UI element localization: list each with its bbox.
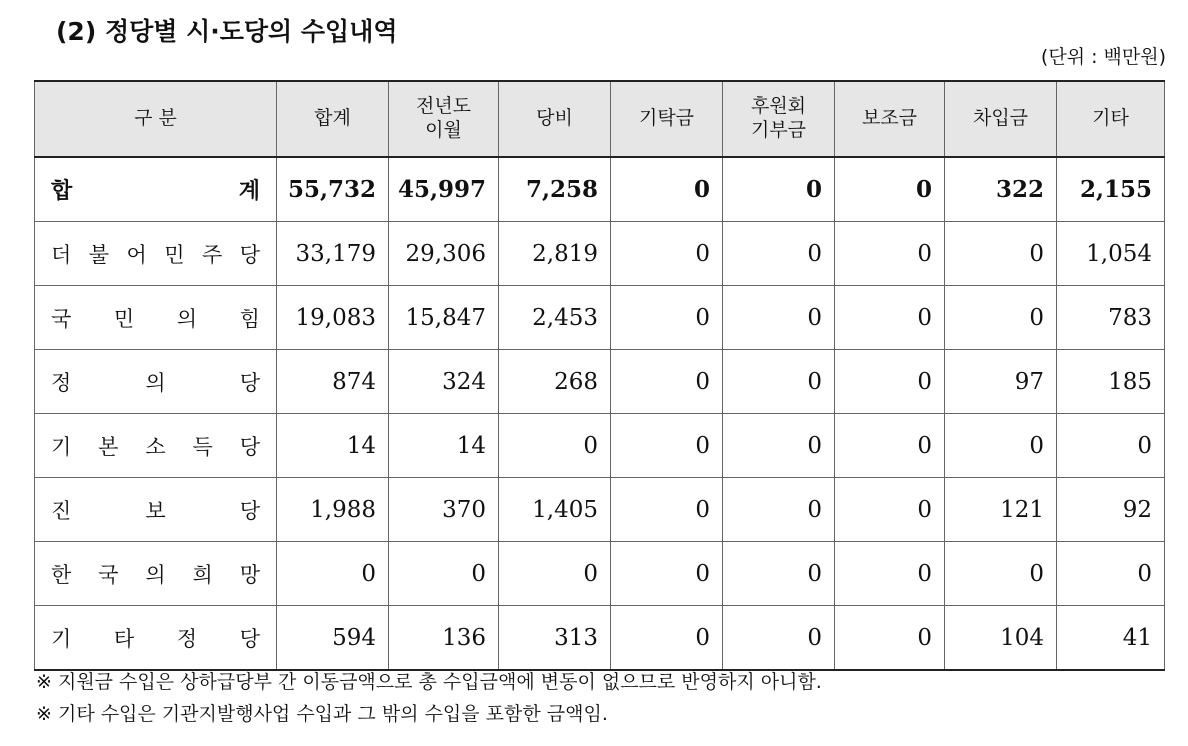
row-label: 기 본 소 득 당 [35,414,277,478]
footnotes [36,666,822,730]
table-cell: 55,732 [277,157,389,222]
total-row [35,157,1165,222]
table-cell: 0 [723,222,835,286]
row-label: 정 의 당 [35,350,277,414]
table-cell: 0 [611,222,723,286]
table-cell: 0 [611,542,723,606]
table-cell: 0 [611,157,723,222]
table-cell: 0 [611,414,723,478]
table-cell: 0 [835,286,945,350]
table-cell: 2,155 [1057,157,1165,222]
table-cell: 33,179 [277,222,389,286]
table-cell: 45,997 [389,157,499,222]
table-cell: 0 [1057,542,1165,606]
table-cell: 0 [723,542,835,606]
table-cell: 2,453 [499,286,611,350]
table-cell: 0 [611,350,723,414]
column-header: 기탁금 [611,81,723,157]
row-label: 진 보 당 [35,478,277,542]
table-cell: 0 [723,478,835,542]
header-row [35,81,1165,157]
table-body [35,157,1165,670]
footnote: ※ 기타 수입은 기관지발행사업 수입과 그 밖의 수입을 포함한 금액임. [36,703,608,725]
table-row [35,350,1165,414]
row-label: 기 타 정 당 [35,606,277,671]
table-cell: 1,988 [277,478,389,542]
column-header: 구 분 [35,81,277,157]
table-cell: 104 [945,606,1057,671]
column-header: 합계 [277,81,389,157]
column-header: 차입금 [945,81,1057,157]
table-cell: 0 [945,414,1057,478]
table-cell: 14 [389,414,499,478]
table-cell: 0 [277,542,389,606]
table-cell: 268 [499,350,611,414]
table-cell: 0 [499,414,611,478]
table-cell: 0 [723,157,835,222]
table-cell: 0 [611,478,723,542]
column-header: 기타 [1057,81,1165,157]
table-cell: 1,405 [499,478,611,542]
table-row [35,222,1165,286]
table-cell: 0 [723,350,835,414]
table-cell: 15,847 [389,286,499,350]
table-cell: 313 [499,606,611,671]
table-cell: 0 [499,542,611,606]
table-cell: 14 [277,414,389,478]
row-label: 국 민 의 힘 [35,286,277,350]
table-cell: 594 [277,606,389,671]
table-cell: 0 [835,542,945,606]
table-cell: 0 [945,222,1057,286]
table-row [35,414,1165,478]
table-cell: 0 [389,542,499,606]
table-cell: 0 [723,286,835,350]
table-cell: 0 [945,286,1057,350]
table-row [35,478,1165,542]
table-cell: 0 [835,222,945,286]
table-cell: 0 [835,350,945,414]
table-cell: 0 [611,606,723,671]
row-label: 한 국 의 희 망 [35,542,277,606]
table-cell: 1,054 [1057,222,1165,286]
table-row [35,542,1165,606]
table-cell: 783 [1057,286,1165,350]
row-label: 합 계 [35,157,277,222]
table-cell: 185 [1057,350,1165,414]
column-header: 전년도 이월 [389,81,499,157]
table-cell: 0 [945,542,1057,606]
unit-label: (단위 : 백만원) [1040,46,1166,68]
table-cell: 370 [389,478,499,542]
table-cell: 97 [945,350,1057,414]
table-cell: 322 [945,157,1057,222]
table-cell: 2,819 [499,222,611,286]
page-title: (2) 정당별 시·도당의 수입내역 [56,17,398,46]
column-header: 보조금 [835,81,945,157]
table-cell: 136 [389,606,499,671]
table-cell: 92 [1057,478,1165,542]
table-row [35,286,1165,350]
table-cell: 41 [1057,606,1165,671]
table-row [35,606,1165,671]
table-cell: 29,306 [389,222,499,286]
income-table [34,80,1165,671]
row-label: 더 불 어 민 주 당 [35,222,277,286]
table-cell: 0 [835,606,945,671]
table-cell: 0 [723,606,835,671]
table-cell: 121 [945,478,1057,542]
table-cell: 0 [835,157,945,222]
table-cell: 0 [835,414,945,478]
table-cell: 324 [389,350,499,414]
table-cell: 0 [723,414,835,478]
footnote: ※ 지원금 수입은 상하급당부 간 이동금액으로 총 수입금액에 변동이 없으므로 반영하지 아니함. [36,671,822,693]
column-header: 당비 [499,81,611,157]
table-cell: 0 [1057,414,1165,478]
table-cell: 874 [277,350,389,414]
table-cell: 0 [611,286,723,350]
column-header: 후원회 기부금 [723,81,835,157]
table-cell: 19,083 [277,286,389,350]
table-cell: 7,258 [499,157,611,222]
table-cell: 0 [835,478,945,542]
